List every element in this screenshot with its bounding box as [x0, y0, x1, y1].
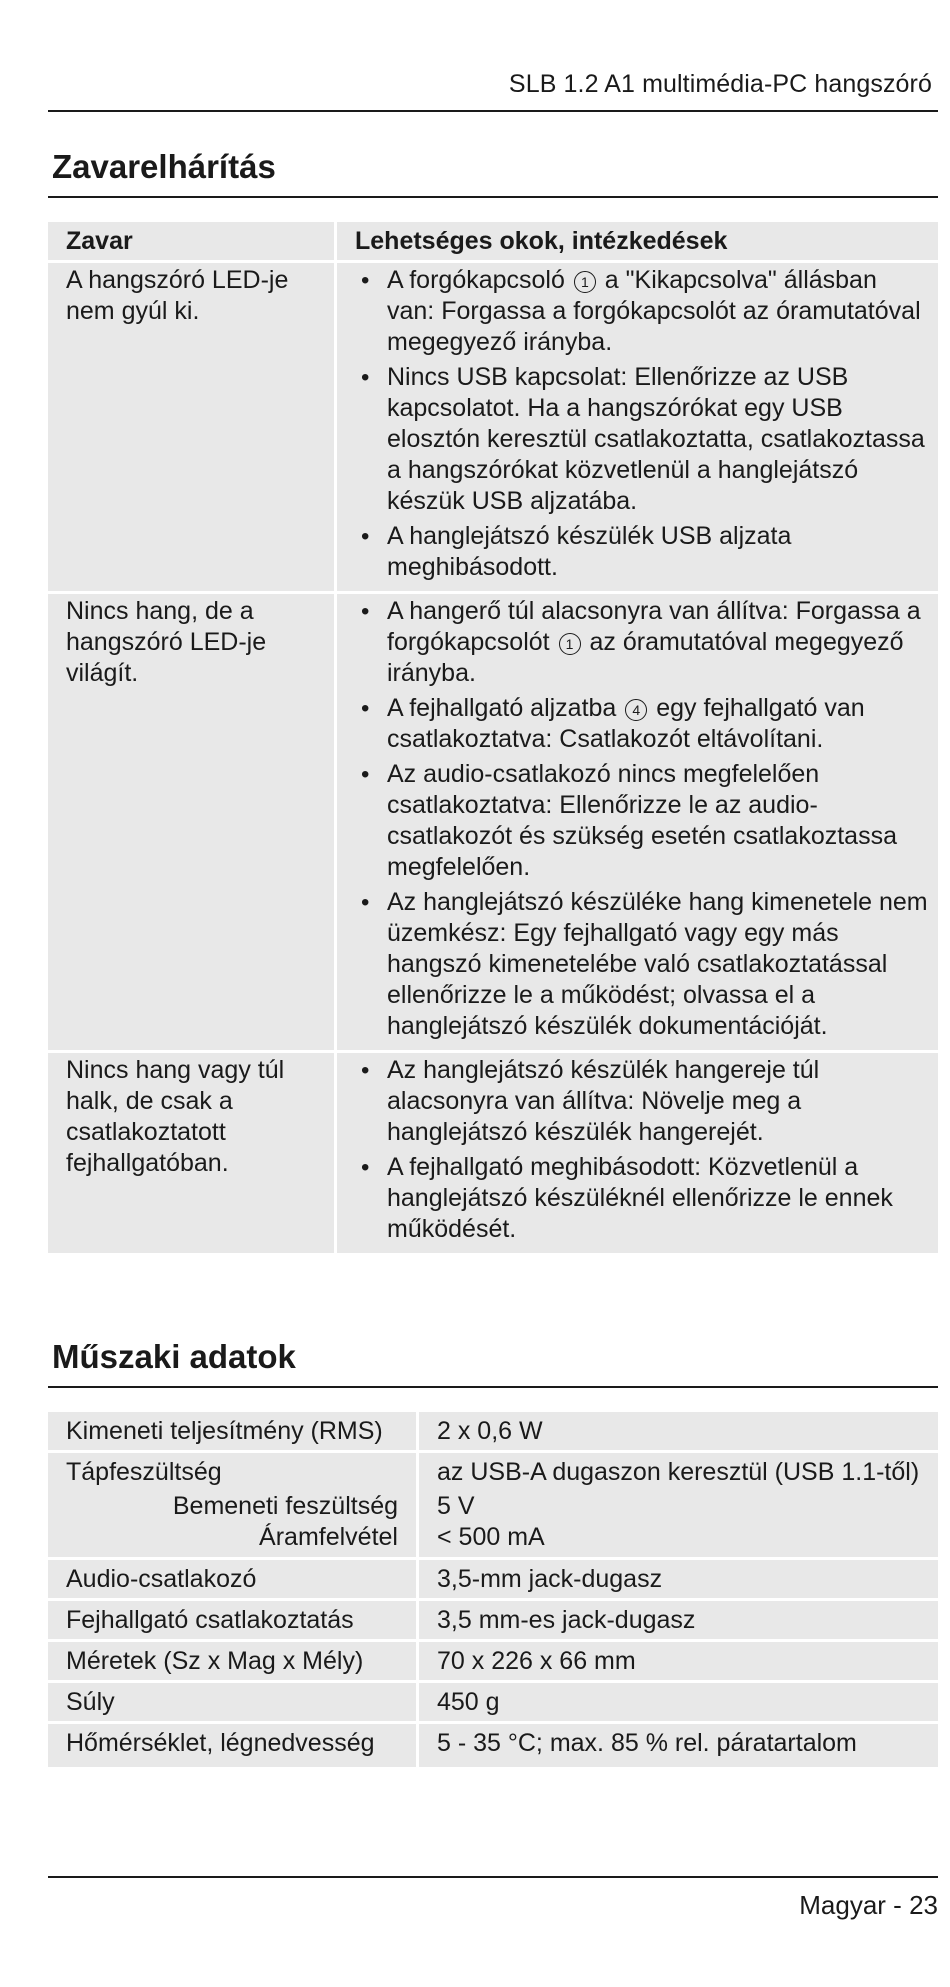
circled-number-icon: 1 [574, 271, 596, 293]
list-item [387, 1055, 928, 1148]
remedy-text: Az hanglejátszó készülék hangereje túl alacsonyra van állítva: Növelje meg a hanglejátszó készülék hangerejét. [387, 1056, 820, 1146]
troubleshooting-body [48, 263, 938, 1253]
spec-label: Hőmérséklet, légnedvesség [48, 1724, 419, 1767]
table-row [48, 1453, 938, 1491]
spec-value: 70 x 226 x 66 mm [419, 1642, 938, 1683]
spec-value: 3,5-mm jack-dugasz [419, 1560, 938, 1601]
remedy-text: a "Kikapcsolva" állásban van: Forgassa a forgókapcsolót az óramutatóval megegyező irányba. [387, 266, 921, 356]
spec-value: 5 V [419, 1491, 938, 1522]
header-rule [48, 110, 938, 112]
remedy-list [359, 596, 928, 1042]
spec-value: 3,5 mm-es jack-dugasz [419, 1601, 938, 1642]
table-row [48, 1412, 938, 1453]
column-header-fault: Zavar [48, 222, 337, 263]
fault-cell: Nincs hang, de a hangszóró LED-je világít. [48, 594, 337, 1053]
remedy-text: A forgókapcsoló [387, 266, 572, 294]
fault-cell: Nincs hang vagy túl halk, de csak a csatlakoztatott fejhallgatóban. [48, 1053, 337, 1253]
section-rule [48, 196, 938, 198]
spec-value: 2 x 0,6 W [419, 1412, 938, 1453]
table-row [48, 263, 938, 594]
remedy-text: A hangerő túl alacsonyra van állítva: Forgassa a forgókapcsolót [387, 597, 921, 656]
list-item [387, 265, 928, 358]
column-header-remedy: Lehetséges okok, intézkedések [337, 222, 938, 263]
section-rule [48, 1386, 938, 1388]
remedy-text: Nincs USB kapcsolat: Ellenőrizze az USB kapcsolatot. Ha a hangszórókat egy USB elosztón keresztül csatlakoztatta, csatlakoztassa a hangszórókat közvetlenül a hanglejátszó készük USB aljzatába. [387, 363, 925, 515]
spec-value: az USB-A dugaszon keresztül (USB 1.1-től) [419, 1453, 938, 1491]
remedy-text: A hanglejátszó készülék USB aljzata meghibásodott. [387, 522, 792, 581]
spec-label: Audio-csatlakozó [48, 1560, 419, 1601]
specs-heading: Műszaki adatok [52, 1338, 296, 1375]
spec-label: Kimeneti teljesítmény (RMS) [48, 1412, 419, 1453]
remedy-text: A fejhallgató aljzatba [387, 694, 624, 722]
circled-number-icon: 1 [559, 633, 581, 655]
running-header: SLB 1.2 A1 multimédia-PC hangszóró [508, 70, 932, 98]
remedy-cell [337, 1053, 938, 1253]
table-row [48, 1724, 938, 1767]
remedy-text: Az hanglejátszó készüléke hang kimenetele nem üzemkész: Egy fejhallgató vagy egy más hangszó kimenetelébe való csatlakoztatással ellenőrizze le a működést; olvassa el a hanglejátszó készülék dokumentációját. [387, 888, 928, 1040]
table-row [48, 1642, 938, 1683]
spec-value: < 500 mA [419, 1522, 938, 1560]
remedy-text: az óramutatóval megegyező irányba. [387, 628, 904, 687]
list-item [387, 362, 928, 517]
troubleshooting-table [48, 222, 938, 1253]
remedy-text: Az audio-csatlakozó nincs megfelelően csatlakoztatva: Ellenőrizze le az audio-csatlakozót és szükség esetén csatlakoztassa megfelelően. [387, 760, 897, 881]
list-item [387, 596, 928, 689]
remedy-list [359, 265, 928, 583]
spec-label: Méretek (Sz x Mag x Mély) [48, 1642, 419, 1683]
list-item [387, 693, 928, 755]
list-item [387, 1152, 928, 1245]
table-row [48, 594, 938, 1053]
table-row [48, 1491, 938, 1522]
remedy-cell [337, 263, 938, 594]
spec-label: Súly [48, 1683, 419, 1724]
spec-label: Fejhallgató csatlakoztatás [48, 1601, 419, 1642]
table-row [48, 1683, 938, 1724]
spec-label: Tápfeszültség [48, 1453, 419, 1491]
list-item [387, 887, 928, 1042]
list-item [387, 521, 928, 583]
remedy-text: egy fejhallgató van csatlakoztatva: Csatlakozót eltávolítani. [387, 694, 865, 753]
table-row [48, 1522, 938, 1560]
spec-value: 450 g [419, 1683, 938, 1724]
remedy-list [359, 1055, 928, 1245]
table-row [48, 1560, 938, 1601]
table-row [48, 1601, 938, 1642]
specs-table [48, 1412, 938, 1767]
troubleshooting-heading: Zavarelhárítás [52, 148, 276, 185]
page-footer: Magyar - 23 [799, 1890, 938, 1920]
table-header-row [48, 222, 938, 263]
table-row [48, 1053, 938, 1253]
spec-value: 5 - 35 °C; max. 85 % rel. páratartalom [419, 1724, 938, 1767]
spec-label: Bemeneti feszültség [48, 1491, 419, 1522]
footer-rule [48, 1876, 938, 1878]
remedy-cell [337, 594, 938, 1053]
remedy-text: A fejhallgató meghibásodott: Közvetlenül a hanglejátszó készüléknél ellenőrizze le ennek működését. [387, 1153, 893, 1243]
list-item [387, 759, 928, 883]
fault-cell: A hangszóró LED-je nem gyúl ki. [48, 263, 337, 594]
spec-label: Áramfelvétel [48, 1522, 419, 1560]
circled-number-icon: 4 [625, 699, 647, 721]
